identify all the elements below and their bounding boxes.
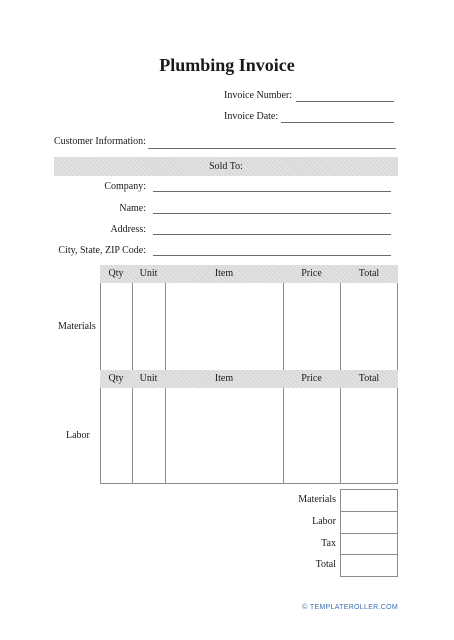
materials-border-right [397, 283, 398, 370]
invoice-number-field[interactable] [296, 101, 394, 102]
summary-total-label: Total [315, 559, 336, 570]
summary-tax-label: Tax [321, 538, 336, 549]
materials-col-item: Item [214, 268, 234, 279]
company-field[interactable] [153, 191, 391, 192]
name-label: Name: [119, 203, 146, 214]
labor-col-qty: Qty [108, 373, 124, 384]
summary-labor-label: Labor [312, 516, 336, 527]
summary-labor-box[interactable] [340, 511, 398, 534]
summary-materials-label: Materials [298, 494, 336, 505]
invoice-number-label: Invoice Number: [224, 90, 293, 101]
materials-row-label: Materials [58, 321, 96, 332]
labor-border-right [397, 388, 398, 483]
materials-divider [340, 283, 341, 370]
customer-info-label: Customer Information: [54, 136, 146, 147]
customer-info-field[interactable] [148, 148, 396, 149]
labor-col-item: Item [214, 373, 234, 384]
labor-col-unit: Unit [139, 373, 158, 384]
materials-col-price: Price [301, 268, 322, 279]
summary-materials-box[interactable] [340, 489, 398, 512]
labor-row-label: Labor [66, 430, 90, 441]
footer-watermark: © TEMPLATEROLLER.COM [302, 604, 398, 611]
materials-divider [283, 283, 284, 370]
labor-col-price: Price [301, 373, 322, 384]
materials-table [100, 265, 398, 370]
address-label: Address: [110, 224, 146, 235]
materials-divider [132, 283, 133, 370]
company-label: Company: [104, 181, 146, 192]
materials-col-total: Total [358, 268, 380, 279]
labor-col-total: Total [358, 373, 380, 384]
labor-divider [132, 388, 133, 483]
address-field[interactable] [153, 234, 391, 235]
sold-to-heading: Sold To: [209, 161, 243, 172]
city-state-zip-label: City, State, ZIP Code: [58, 245, 146, 256]
invoice-date-field[interactable] [281, 122, 394, 123]
labor-divider [165, 388, 166, 483]
sold-to-bar [54, 157, 398, 176]
name-field[interactable] [153, 213, 391, 214]
summary-total-box[interactable] [340, 554, 398, 577]
page-title: Plumbing Invoice [159, 55, 295, 75]
labor-border-left [100, 388, 101, 483]
materials-border-left [100, 283, 101, 370]
materials-col-qty: Qty [108, 268, 124, 279]
invoice-date-label: Invoice Date: [224, 111, 279, 122]
labor-divider [340, 388, 341, 483]
materials-col-unit: Unit [139, 268, 158, 279]
summary-tax-box[interactable] [340, 533, 398, 555]
materials-divider [165, 283, 166, 370]
labor-divider [283, 388, 284, 483]
city-state-zip-field[interactable] [153, 255, 391, 256]
labor-table [100, 370, 398, 484]
